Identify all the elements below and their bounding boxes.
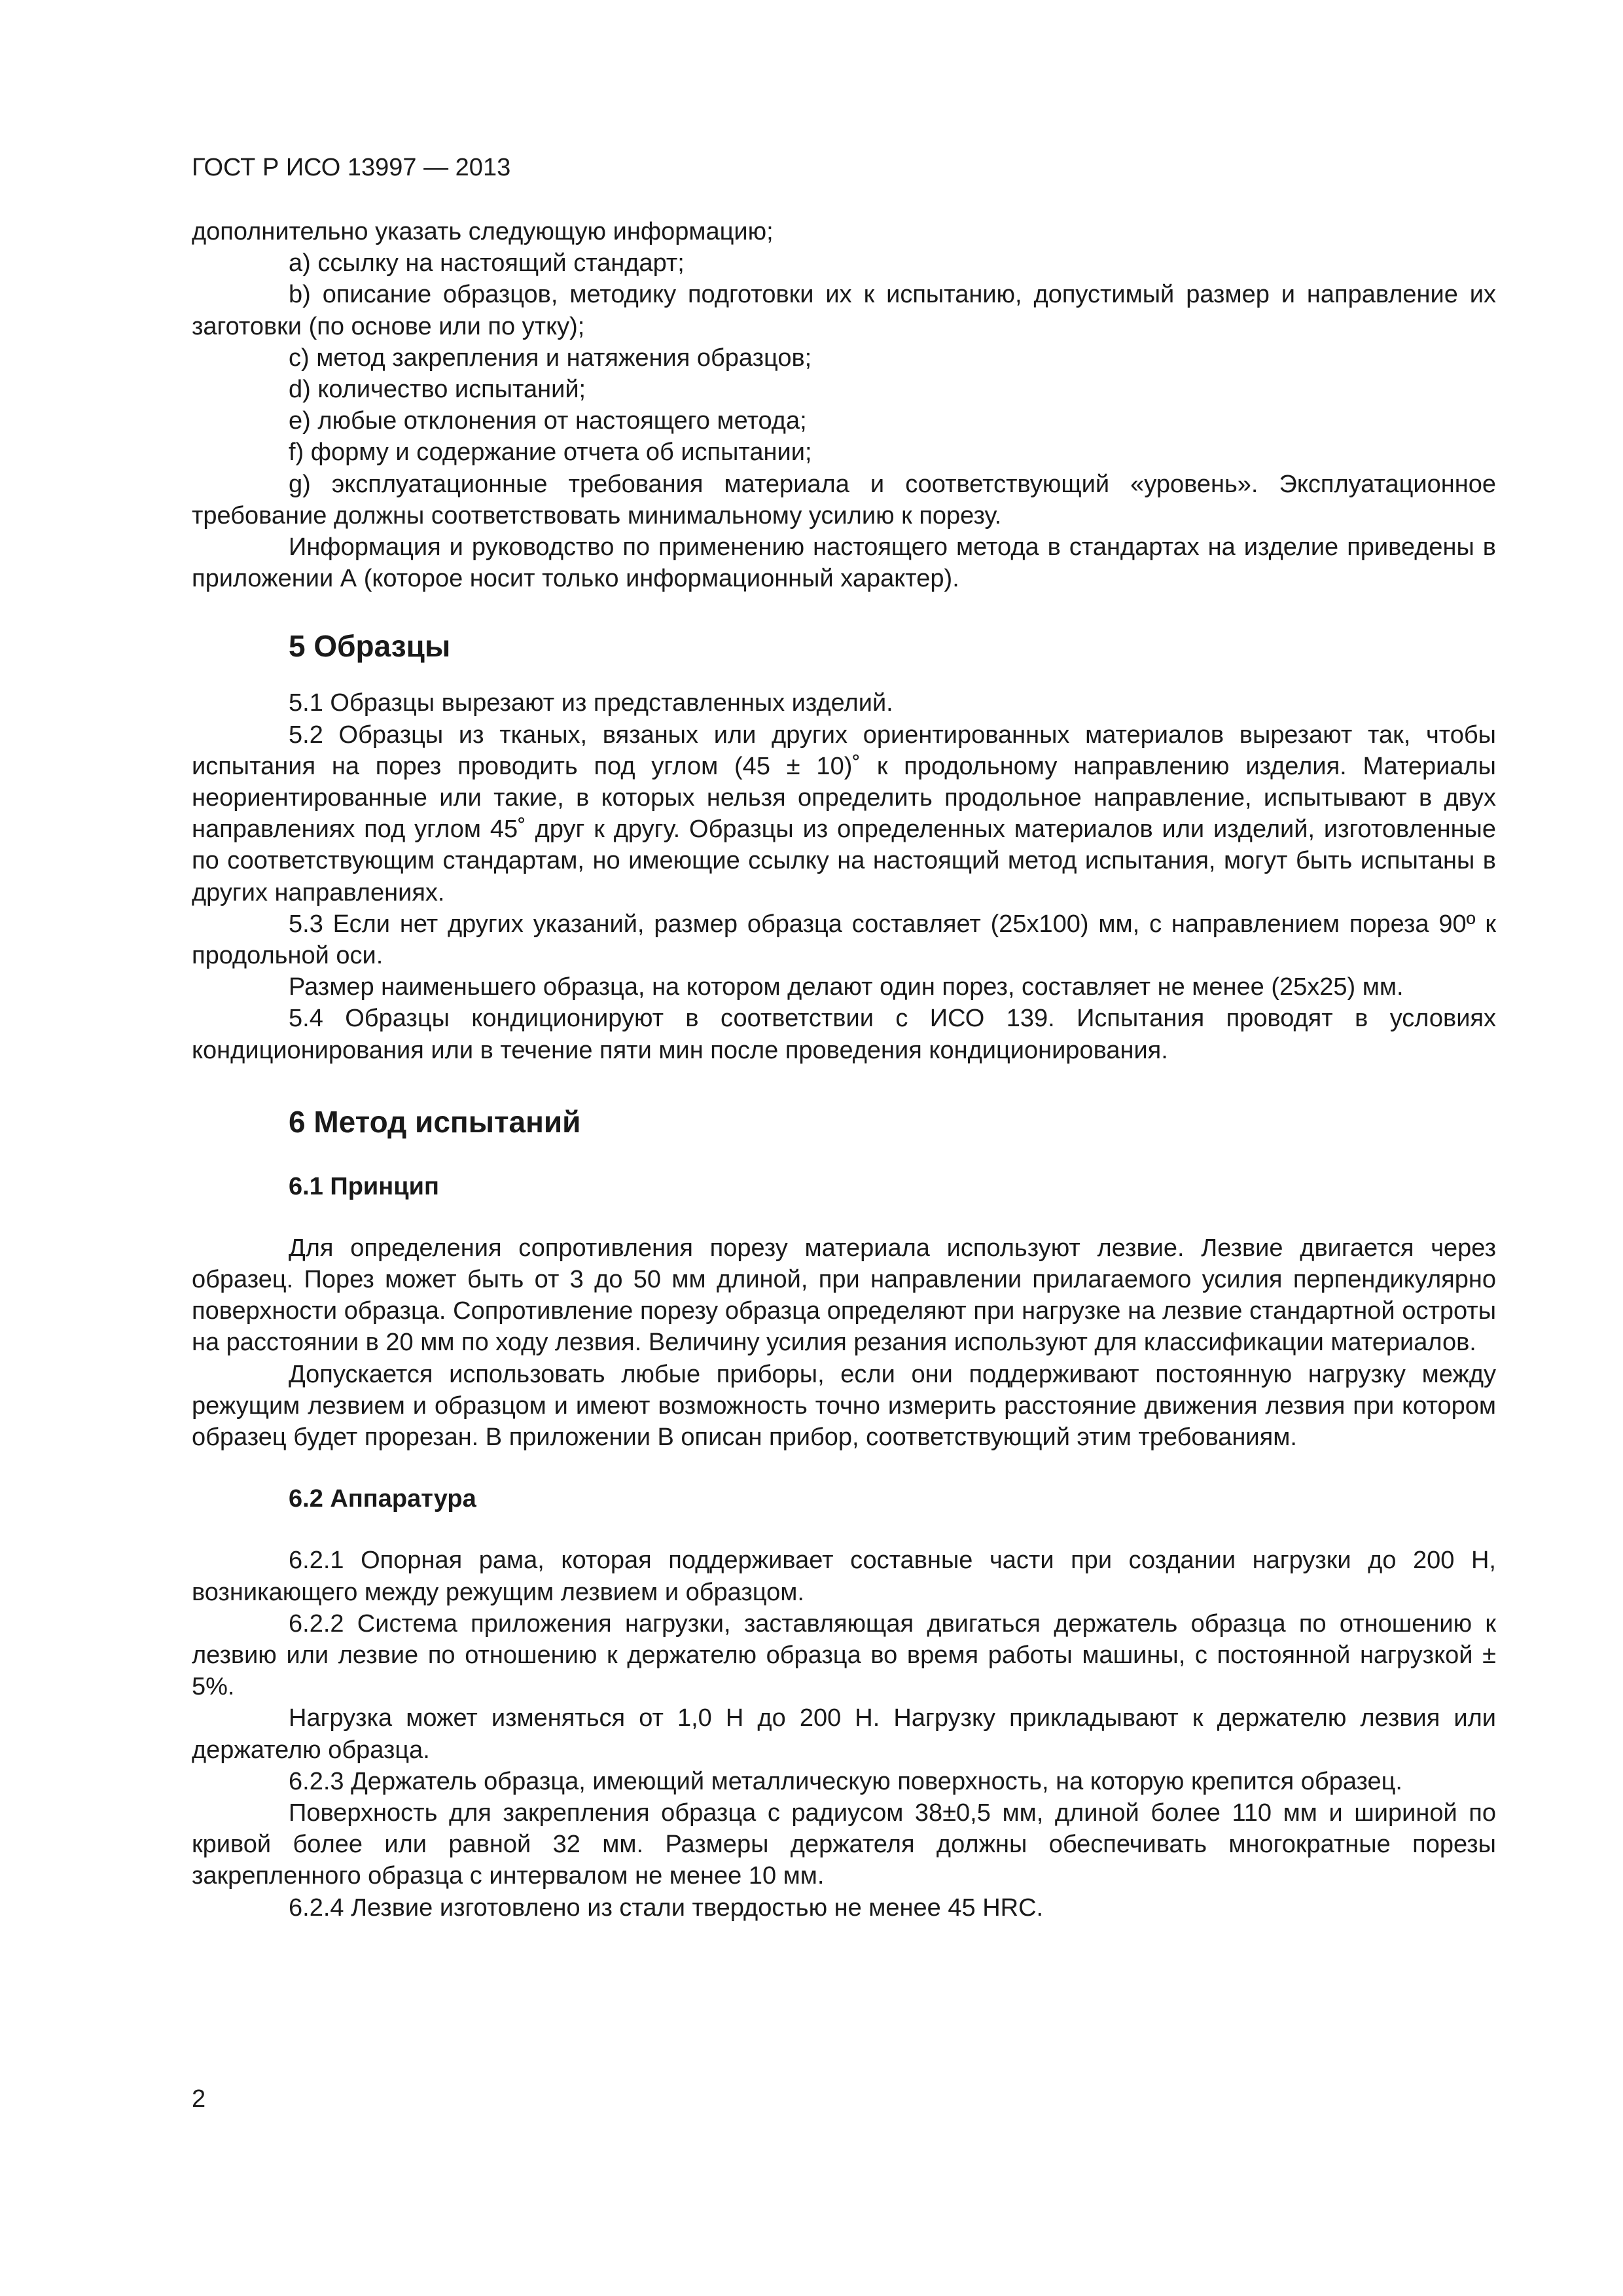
clause-6-2-4: 6.2.4 Лезвие изготовлено из стали твердостью не менее 45 HRC. <box>289 1893 1044 1922</box>
list-item-g: g) эксплуатационные требования материала и соответствующий «уровень». Эксплуатационное требование должны соответствовать минимальному усилию к порезу. <box>192 470 1496 529</box>
clause-5-3-size: Размер наименьшего образца, на котором делают один порез, составляет не менее (25x25) мм. <box>289 973 1404 1001</box>
list-item-e: e) любые отклонения от настоящего метода; <box>289 407 807 435</box>
running-header: ГОСТ Р ИСО 13997 — 2013 <box>192 154 511 181</box>
clause-6-1-principle: Для определения сопротивления порезу материала используют лезвие. Лезвие двигается через образец. Порез может быть от 3 до 50 мм длиной, при направлении прилагаемого усилия перпендикулярно поверхности образца. Сопротивление порезу образца определяют при нагрузке на лезвие стандартной остроты на расстоянии в 20 мм по ходу лезвия. Величину усилия резания используют для классификации материалов. <box>192 1234 1496 1357</box>
page-number: 2 <box>192 2085 206 2113</box>
document-body <box>192 216 1496 1924</box>
section-5-heading: 5 Образцы <box>289 629 451 664</box>
annex-info-paragraph: Информация и руководство по применению настоящего метода в стандартах на изделие приведены в приложении А (которое носит только информационный характер). <box>192 533 1496 593</box>
clause-6-2-2-load: Нагрузка может изменяться от 1,0 Н до 200 Н. Нагрузку прикладывают к держателю лезвия или держателю образца. <box>192 1704 1496 1764</box>
subsection-6-1-heading: 6.1 Принцип <box>289 1172 439 1200</box>
clause-5-2: 5.2 Образцы из тканых, вязаных или других ориентированных материалов вырезают так, чтобы испытания на порез проводить под углом (45 ± 10)˚ к продольному направлению изделия. Материалы неориентированные или такие, в которых нельзя определить продольное направление, испытывают в двух направлениях под углом 45˚ друг к другу. Образцы из определенных материалов или изделий, изготовленные по соответствующим стандартам, но имеющие ссылку на настоящий метод испытания, могут быть испытаны в других направлениях. <box>192 721 1496 906</box>
clause-6-2-1: 6.2.1 Опорная рама, которая поддерживает составные части при создании нагрузки до 200 Н, возникающего между режущим лезвием и образцом. <box>192 1547 1496 1606</box>
list-item-c: c) метод закрепления и натяжения образцов; <box>289 344 812 372</box>
list-item-b: b) описание образцов, методику подготовки их к испытанию, допустимый размер и направление их заготовки (по основе или по утку); <box>192 281 1496 340</box>
clause-5-3: 5.3 Если нет других указаний, размер образца составляет (25x100) мм, с направлением пореза 90º к продольной оси. <box>192 910 1496 970</box>
section-6-heading: 6 Метод испытаний <box>289 1104 581 1139</box>
list-item-f: f) форму и содержание отчета об испытании; <box>289 439 812 467</box>
subsection-6-2-heading: 6.2 Аппаратура <box>289 1485 476 1513</box>
clause-5-4: 5.4 Образцы кондиционируют в соответствии с ИСО 139. Испытания проводят в условиях кондиционирования или в течение пяти мин после проведения кондиционирования. <box>192 1005 1496 1064</box>
clause-6-1-devices: Допускается использовать любые приборы, если они поддерживают постоянную нагрузку между режущим лезвием и образцом и имеют возможность точно измерить расстояние движения лезвия при котором образец будет прорезан. В приложении В описан прибор, соответствующий этим требованиям. <box>192 1360 1496 1452</box>
clause-6-2-3: 6.2.3 Держатель образца, имеющий металлическую поверхность, на которую крепится образец. <box>289 1767 1402 1795</box>
clause-5-1: 5.1 Образцы вырезают из представленных изделий. <box>289 689 893 717</box>
intro-paragraph: дополнительно указать следующую информацию; <box>192 218 774 245</box>
list-item-a: a) ссылку на настоящий стандарт; <box>289 249 685 278</box>
clause-6-2-2: 6.2.2 Система приложения нагрузки, заставляющая двигаться держатель образца по отношению к лезвию или лезвие по отношению к держателю образца во время работы машины, с постоянной нагрузкой ± 5%. <box>192 1609 1496 1701</box>
clause-6-2-3-surface: Поверхность для закрепления образца с радиусом 38±0,5 мм, длиной более 110 мм и шириной по кривой более или равной 32 мм. Размеры держателя должны обеспечивать многократные порезы закрепленного образца с интервалом не менее 10 мм. <box>192 1799 1496 1890</box>
list-item-d: d) количество испытаний; <box>289 376 586 404</box>
